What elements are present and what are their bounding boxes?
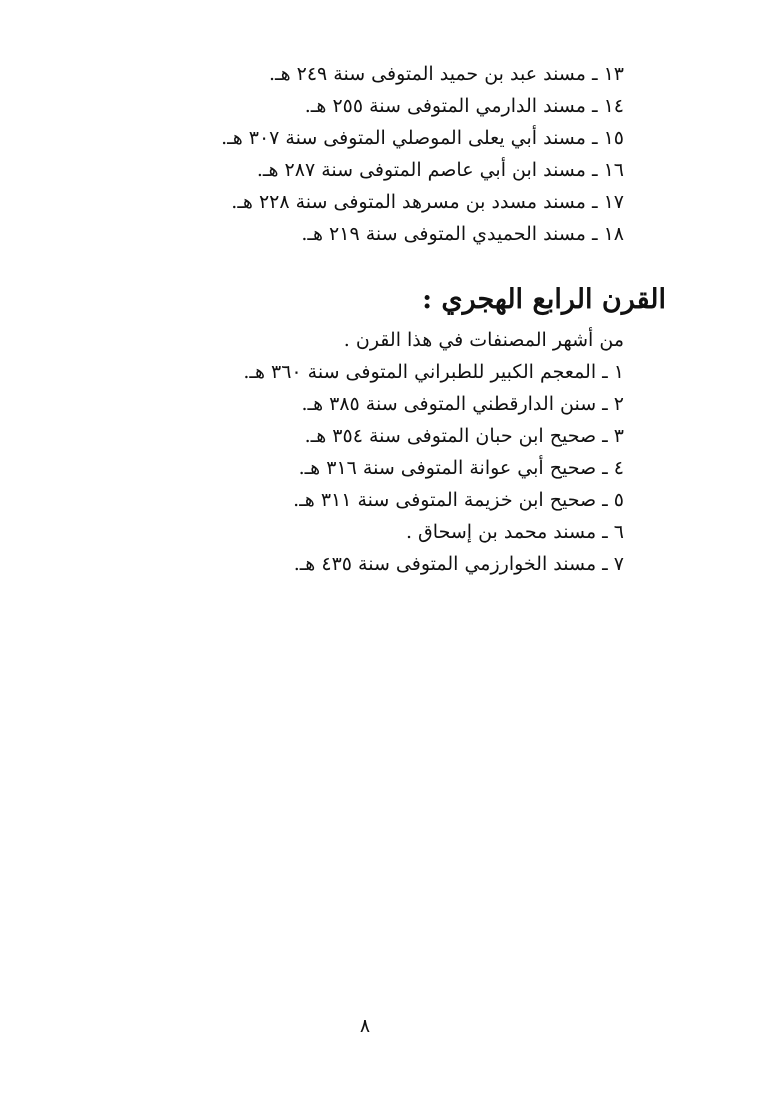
list-item: ١٦ ـ مسند ابن أبي عاصم المتوفى سنة ٢٨٧ هـ. [256, 159, 624, 181]
list-item: ٧ ـ مسند الخوارزمي المتوفى سنة ٤٣٥ هـ. [293, 553, 624, 575]
list-item: ١٧ ـ مسند مسدد بن مسرهد المتوفى سنة ٢٢٨ هـ. [231, 191, 624, 213]
list-item: ٣ ـ صحيح ابن حبان المتوفى سنة ٣٥٤ هـ. [304, 425, 624, 447]
fourth-century-works-list [243, 356, 624, 580]
list-item: ٥ ـ صحيح ابن خزيمة المتوفى سنة ٣١١ هـ. [293, 489, 624, 511]
list-item: ٦ ـ مسند محمد بن إسحاق . [405, 521, 624, 543]
list-item: ١٥ ـ مسند أبي يعلى الموصلي المتوفى سنة ٣٠٧ هـ. [221, 127, 624, 149]
page-number: ٨ [359, 1015, 371, 1037]
section-intro: من أشهر المصنفات في هذا القرن . [343, 329, 624, 351]
list-item: ١٣ ـ مسند عبد بن حميد المتوفى سنة ٢٤٩ هـ. [268, 63, 624, 85]
list-item: ١٨ ـ مسند الحميدي المتوفى سنة ٢١٩ هـ. [301, 223, 624, 245]
list-item: ٢ ـ سنن الدارقطني المتوفى سنة ٣٨٥ هـ. [301, 393, 624, 415]
list-item: ٤ ـ صحيح أبي عوانة المتوفى سنة ٣١٦ هـ. [298, 457, 624, 479]
list-item: ١٤ ـ مسند الدارمي المتوفى سنة ٢٥٥ هـ. [304, 95, 624, 117]
section-heading: القرن الرابع الهجري : [422, 284, 666, 315]
list-item: ١ ـ المعجم الكبير للطبراني المتوفى سنة ٣٦٠ هـ. [243, 361, 624, 383]
musnad-list-continued [221, 58, 624, 250]
